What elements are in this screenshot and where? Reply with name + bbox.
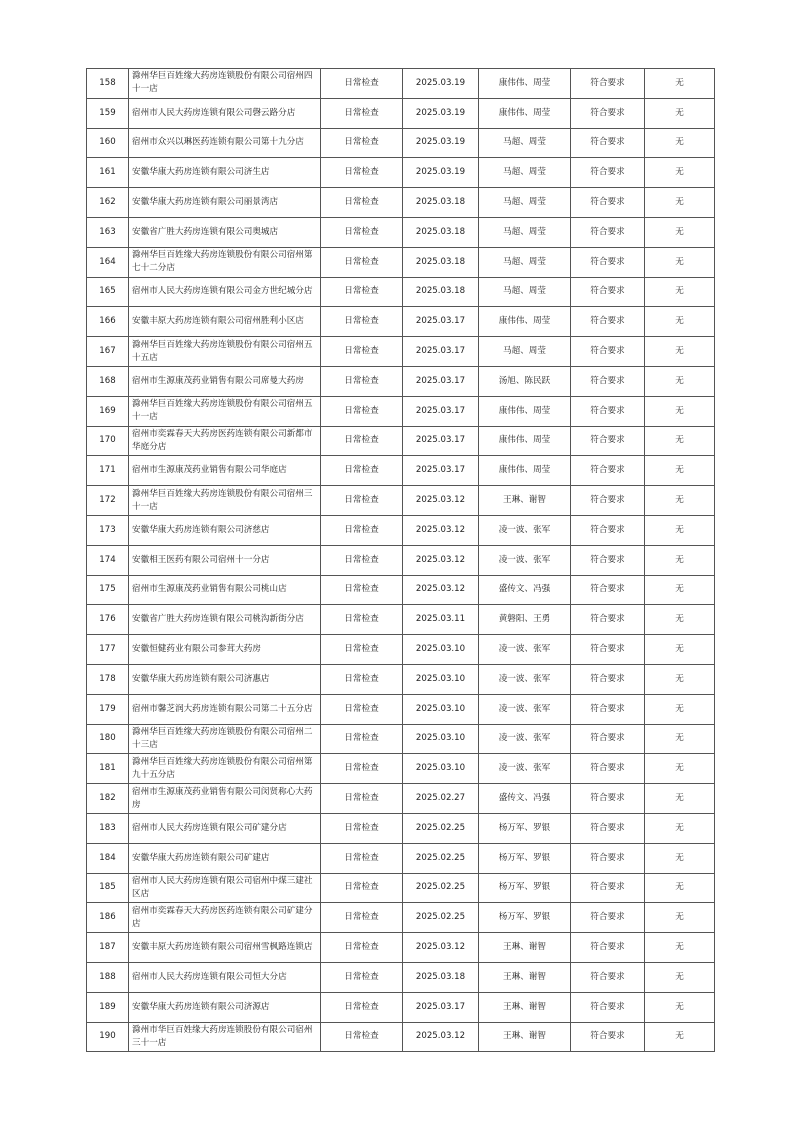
result-cell: 符合要求	[571, 158, 645, 188]
inspectors-cell: 凌一波、张军	[479, 515, 571, 545]
table-row	[87, 813, 715, 843]
table-row	[87, 784, 715, 814]
inspection-date-cell: 2025.03.18	[403, 962, 479, 992]
inspection-date-cell: 2025.02.25	[403, 843, 479, 873]
table-row	[87, 635, 715, 665]
store-name-cell: 宿州市生源康茂药业销售有限公司桃山店	[129, 575, 321, 605]
inspection-table-body	[87, 69, 715, 1052]
issues-cell: 无	[645, 158, 715, 188]
issues-cell: 无	[645, 694, 715, 724]
inspection-type-cell: 日常检查	[321, 158, 403, 188]
inspection-date-cell: 2025.03.12	[403, 486, 479, 516]
inspection-date-cell: 2025.03.17	[403, 456, 479, 486]
row-number-cell: 183	[87, 813, 129, 843]
store-name-cell: 安徽华康大药房连锁有限公司济惠店	[129, 664, 321, 694]
table-row	[87, 873, 715, 903]
inspectors-cell: 凌一波、张军	[479, 754, 571, 784]
inspection-date-cell: 2025.03.17	[403, 337, 479, 367]
store-name-cell: 安徽丰原大药房连锁有限公司宿州胜利小区店	[129, 307, 321, 337]
issues-cell: 无	[645, 396, 715, 426]
row-number-cell: 174	[87, 545, 129, 575]
store-name-cell: 宿州市人民大药房连锁有限公司磬云路分店	[129, 98, 321, 128]
row-number-cell: 190	[87, 1022, 129, 1052]
issues-cell: 无	[645, 98, 715, 128]
inspection-type-cell: 日常检查	[321, 635, 403, 665]
inspection-type-cell: 日常检查	[321, 128, 403, 158]
issues-cell: 无	[645, 962, 715, 992]
row-number-cell: 175	[87, 575, 129, 605]
table-row	[87, 903, 715, 933]
result-cell: 符合要求	[571, 396, 645, 426]
inspection-type-cell: 日常检查	[321, 575, 403, 605]
store-name-cell: 宿州市生源康茂药业销售有限公司闵贤称心大药房	[129, 784, 321, 814]
inspection-type-cell: 日常检查	[321, 366, 403, 396]
inspection-type-cell: 日常检查	[321, 903, 403, 933]
issues-cell: 无	[645, 277, 715, 307]
issues-cell: 无	[645, 217, 715, 247]
inspection-type-cell: 日常检查	[321, 724, 403, 754]
issues-cell: 无	[645, 813, 715, 843]
inspection-type-cell: 日常检查	[321, 813, 403, 843]
inspection-date-cell: 2025.03.10	[403, 694, 479, 724]
inspectors-cell: 凌一波、张军	[479, 694, 571, 724]
row-number-cell: 187	[87, 933, 129, 963]
inspection-type-cell: 日常检查	[321, 98, 403, 128]
issues-cell: 无	[645, 933, 715, 963]
result-cell: 符合要求	[571, 337, 645, 367]
table-row	[87, 1022, 715, 1052]
inspection-type-cell: 日常检查	[321, 694, 403, 724]
inspectors-cell: 马超、周莹	[479, 128, 571, 158]
issues-cell: 无	[645, 635, 715, 665]
issues-cell: 无	[645, 515, 715, 545]
result-cell: 符合要求	[571, 605, 645, 635]
inspectors-cell: 王琳、谢智	[479, 992, 571, 1022]
table-row	[87, 486, 715, 516]
result-cell: 符合要求	[571, 813, 645, 843]
row-number-cell: 185	[87, 873, 129, 903]
table-row	[87, 307, 715, 337]
result-cell: 符合要求	[571, 933, 645, 963]
store-name-cell: 安徽华康大药房连锁有限公司济源店	[129, 992, 321, 1022]
inspection-type-cell: 日常检查	[321, 784, 403, 814]
result-cell: 符合要求	[571, 98, 645, 128]
result-cell: 符合要求	[571, 128, 645, 158]
table-row	[87, 426, 715, 456]
issues-cell: 无	[645, 873, 715, 903]
row-number-cell: 167	[87, 337, 129, 367]
inspection-type-cell: 日常检查	[321, 992, 403, 1022]
issues-cell: 无	[645, 605, 715, 635]
inspectors-cell: 杨万军、罗银	[479, 813, 571, 843]
table-row	[87, 545, 715, 575]
row-number-cell: 168	[87, 366, 129, 396]
inspectors-cell: 汤旭、陈民跃	[479, 366, 571, 396]
inspectors-cell: 王琳、谢智	[479, 962, 571, 992]
table-row	[87, 664, 715, 694]
result-cell: 符合要求	[571, 724, 645, 754]
table-row	[87, 277, 715, 307]
row-number-cell: 160	[87, 128, 129, 158]
inspection-type-cell: 日常检查	[321, 664, 403, 694]
inspection-type-cell: 日常检查	[321, 515, 403, 545]
inspection-date-cell: 2025.02.25	[403, 873, 479, 903]
row-number-cell: 164	[87, 247, 129, 277]
inspection-type-cell: 日常检查	[321, 933, 403, 963]
inspection-date-cell: 2025.03.12	[403, 515, 479, 545]
table-row	[87, 724, 715, 754]
inspectors-cell: 凌一波、张军	[479, 635, 571, 665]
result-cell: 符合要求	[571, 962, 645, 992]
issues-cell: 无	[645, 307, 715, 337]
inspection-type-cell: 日常检查	[321, 605, 403, 635]
store-name-cell: 安徽华康大药房连锁有限公司丽景湾店	[129, 188, 321, 218]
table-row	[87, 992, 715, 1022]
issues-cell: 无	[645, 188, 715, 218]
inspection-type-cell: 日常检查	[321, 486, 403, 516]
table-row	[87, 188, 715, 218]
inspection-date-cell: 2025.02.27	[403, 784, 479, 814]
inspection-type-cell: 日常检查	[321, 337, 403, 367]
inspectors-cell: 盛传文、冯强	[479, 575, 571, 605]
inspection-date-cell: 2025.03.11	[403, 605, 479, 635]
store-name-cell: 宿州市众兴以琳医药连锁有限公司第十九分店	[129, 128, 321, 158]
result-cell: 符合要求	[571, 277, 645, 307]
table-row	[87, 754, 715, 784]
inspectors-cell: 康伟伟、周莹	[479, 69, 571, 99]
inspection-date-cell: 2025.02.25	[403, 813, 479, 843]
result-cell: 符合要求	[571, 1022, 645, 1052]
inspectors-cell: 王琳、谢智	[479, 1022, 571, 1052]
store-name-cell: 宿州市生源康茂药业销售有限公司华庭店	[129, 456, 321, 486]
table-row	[87, 396, 715, 426]
inspection-type-cell: 日常检查	[321, 426, 403, 456]
inspection-date-cell: 2025.03.12	[403, 1022, 479, 1052]
table-row	[87, 694, 715, 724]
inspectors-cell: 马超、周莹	[479, 188, 571, 218]
result-cell: 符合要求	[571, 903, 645, 933]
store-name-cell: 安徽华康大药房连锁有限公司济生店	[129, 158, 321, 188]
result-cell: 符合要求	[571, 515, 645, 545]
row-number-cell: 165	[87, 277, 129, 307]
row-number-cell: 166	[87, 307, 129, 337]
store-name-cell: 宿州市奕霖春天大药房医药连锁有限公司矿建分店	[129, 903, 321, 933]
inspection-date-cell: 2025.03.12	[403, 545, 479, 575]
table-row	[87, 366, 715, 396]
inspection-date-cell: 2025.03.10	[403, 754, 479, 784]
row-number-cell: 163	[87, 217, 129, 247]
inspection-type-cell: 日常检查	[321, 69, 403, 99]
inspectors-cell: 盛传文、冯强	[479, 784, 571, 814]
issues-cell: 无	[645, 992, 715, 1022]
inspection-type-cell: 日常检查	[321, 456, 403, 486]
inspectors-cell: 王琳、谢智	[479, 933, 571, 963]
store-name-cell: 宿州市人民大药房连锁有限公司矿建分店	[129, 813, 321, 843]
inspectors-cell: 马超、周莹	[479, 247, 571, 277]
inspection-type-cell: 日常检查	[321, 843, 403, 873]
row-number-cell: 162	[87, 188, 129, 218]
inspection-date-cell: 2025.03.18	[403, 277, 479, 307]
issues-cell: 无	[645, 69, 715, 99]
inspection-type-cell: 日常检查	[321, 307, 403, 337]
table-row	[87, 575, 715, 605]
inspectors-cell: 马超、周莹	[479, 337, 571, 367]
store-name-cell: 滁州华巨百姓缘大药房连锁股份有限公司宿州第九十五分店	[129, 754, 321, 784]
inspection-type-cell: 日常检查	[321, 545, 403, 575]
store-name-cell: 滁州华巨百姓缘大药房连锁股份有限公司宿州四十一店	[129, 69, 321, 99]
inspectors-cell: 王琳、谢智	[479, 486, 571, 516]
table-row	[87, 128, 715, 158]
store-name-cell: 宿州市人民大药房连锁有限公司宿州中煤三建社区店	[129, 873, 321, 903]
row-number-cell: 177	[87, 635, 129, 665]
inspection-date-cell: 2025.03.17	[403, 992, 479, 1022]
table-row	[87, 962, 715, 992]
row-number-cell: 159	[87, 98, 129, 128]
table-row	[87, 337, 715, 367]
table-row	[87, 69, 715, 99]
store-name-cell: 滁州市华巨百姓缘大药房连锁股份有限公司宿州三十一店	[129, 1022, 321, 1052]
store-name-cell: 滁州华巨百姓缘大药房连锁股份有限公司宿州五十一店	[129, 396, 321, 426]
result-cell: 符合要求	[571, 694, 645, 724]
row-number-cell: 188	[87, 962, 129, 992]
row-number-cell: 173	[87, 515, 129, 545]
issues-cell: 无	[645, 784, 715, 814]
inspection-type-cell: 日常检查	[321, 396, 403, 426]
store-name-cell: 安徽恒健药业有限公司参茸大药房	[129, 635, 321, 665]
issues-cell: 无	[645, 366, 715, 396]
store-name-cell: 滁州华巨百姓缘大药房连锁股份有限公司宿州二十三店	[129, 724, 321, 754]
row-number-cell: 179	[87, 694, 129, 724]
row-number-cell: 158	[87, 69, 129, 99]
row-number-cell: 186	[87, 903, 129, 933]
result-cell: 符合要求	[571, 635, 645, 665]
store-name-cell: 安徽华康大药房连锁有限公司济慈店	[129, 515, 321, 545]
inspection-date-cell: 2025.03.17	[403, 426, 479, 456]
result-cell: 符合要求	[571, 307, 645, 337]
store-name-cell: 宿州市人民大药房连锁有限公司恒大分店	[129, 962, 321, 992]
inspection-type-cell: 日常检查	[321, 247, 403, 277]
result-cell: 符合要求	[571, 456, 645, 486]
inspection-date-cell: 2025.03.10	[403, 635, 479, 665]
inspection-type-cell: 日常检查	[321, 217, 403, 247]
result-cell: 符合要求	[571, 217, 645, 247]
row-number-cell: 181	[87, 754, 129, 784]
row-number-cell: 184	[87, 843, 129, 873]
row-number-cell: 178	[87, 664, 129, 694]
inspection-date-cell: 2025.03.17	[403, 307, 479, 337]
store-name-cell: 宿州市馨芝润大药房连锁有限公司第二十五分店	[129, 694, 321, 724]
store-name-cell: 安徽丰原大药房连锁有限公司宿州雪枫路连锁店	[129, 933, 321, 963]
issues-cell: 无	[645, 128, 715, 158]
row-number-cell: 170	[87, 426, 129, 456]
result-cell: 符合要求	[571, 486, 645, 516]
result-cell: 符合要求	[571, 873, 645, 903]
inspectors-cell: 马超、周莹	[479, 217, 571, 247]
result-cell: 符合要求	[571, 247, 645, 277]
row-number-cell: 180	[87, 724, 129, 754]
result-cell: 符合要求	[571, 69, 645, 99]
issues-cell: 无	[645, 843, 715, 873]
inspection-date-cell: 2025.03.19	[403, 69, 479, 99]
store-name-cell: 安徽省广胜大药房连锁有限公司桃沟新街分店	[129, 605, 321, 635]
inspectors-cell: 杨万军、罗银	[479, 843, 571, 873]
inspection-date-cell: 2025.03.12	[403, 575, 479, 605]
row-number-cell: 169	[87, 396, 129, 426]
result-cell: 符合要求	[571, 754, 645, 784]
inspection-date-cell: 2025.03.10	[403, 664, 479, 694]
inspection-type-cell: 日常检查	[321, 962, 403, 992]
result-cell: 符合要求	[571, 366, 645, 396]
inspection-date-cell: 2025.03.18	[403, 188, 479, 218]
issues-cell: 无	[645, 456, 715, 486]
table-row	[87, 98, 715, 128]
row-number-cell: 171	[87, 456, 129, 486]
inspection-type-cell: 日常检查	[321, 277, 403, 307]
issues-cell: 无	[645, 754, 715, 784]
inspectors-cell: 凌一波、张军	[479, 664, 571, 694]
store-name-cell: 宿州市奕霖春天大药房医药连锁有限公司新都市华庭分店	[129, 426, 321, 456]
inspection-date-cell: 2025.02.25	[403, 903, 479, 933]
issues-cell: 无	[645, 724, 715, 754]
issues-cell: 无	[645, 545, 715, 575]
inspection-date-cell: 2025.03.19	[403, 98, 479, 128]
inspectors-cell: 凌一波、张军	[479, 724, 571, 754]
store-name-cell: 宿州市人民大药房连锁有限公司金方世纪城分店	[129, 277, 321, 307]
row-number-cell: 189	[87, 992, 129, 1022]
store-name-cell: 安徽相王医药有限公司宿州十一分店	[129, 545, 321, 575]
table-row	[87, 515, 715, 545]
inspection-table	[86, 68, 715, 1052]
inspection-date-cell: 2025.03.19	[403, 128, 479, 158]
store-name-cell: 滁州华巨百姓缘大药房连锁股份有限公司宿州三十一店	[129, 486, 321, 516]
inspectors-cell: 杨万军、罗银	[479, 903, 571, 933]
inspection-date-cell: 2025.03.18	[403, 247, 479, 277]
issues-cell: 无	[645, 1022, 715, 1052]
issues-cell: 无	[645, 426, 715, 456]
inspection-date-cell: 2025.03.18	[403, 217, 479, 247]
inspection-date-cell: 2025.03.17	[403, 366, 479, 396]
inspectors-cell: 康伟伟、周莹	[479, 307, 571, 337]
inspection-type-cell: 日常检查	[321, 1022, 403, 1052]
inspection-date-cell: 2025.03.12	[403, 933, 479, 963]
store-name-cell: 滁州华巨百姓缘大药房连锁股份有限公司宿州五十五店	[129, 337, 321, 367]
issues-cell: 无	[645, 903, 715, 933]
inspection-date-cell: 2025.03.10	[403, 724, 479, 754]
inspectors-cell: 马超、周莹	[479, 158, 571, 188]
inspection-type-cell: 日常检查	[321, 873, 403, 903]
store-name-cell: 安徽省广胜大药房连锁有限公司奥城店	[129, 217, 321, 247]
result-cell: 符合要求	[571, 843, 645, 873]
result-cell: 符合要求	[571, 188, 645, 218]
row-number-cell: 172	[87, 486, 129, 516]
inspectors-cell: 康伟伟、周莹	[479, 456, 571, 486]
row-number-cell: 182	[87, 784, 129, 814]
issues-cell: 无	[645, 337, 715, 367]
inspectors-cell: 杨万军、罗银	[479, 873, 571, 903]
row-number-cell: 176	[87, 605, 129, 635]
issues-cell: 无	[645, 664, 715, 694]
table-row	[87, 158, 715, 188]
result-cell: 符合要求	[571, 664, 645, 694]
row-number-cell: 161	[87, 158, 129, 188]
inspectors-cell: 康伟伟、周莹	[479, 396, 571, 426]
issues-cell: 无	[645, 575, 715, 605]
table-row	[87, 456, 715, 486]
result-cell: 符合要求	[571, 784, 645, 814]
inspectors-cell: 马超、周莹	[479, 277, 571, 307]
store-name-cell: 宿州市生源康茂药业销售有限公司席曼大药房	[129, 366, 321, 396]
result-cell: 符合要求	[571, 575, 645, 605]
table-row	[87, 247, 715, 277]
inspectors-cell: 凌一波、张军	[479, 545, 571, 575]
table-row	[87, 843, 715, 873]
inspectors-cell: 康伟伟、周莹	[479, 98, 571, 128]
store-name-cell: 滁州华巨百姓缘大药房连锁股份有限公司宿州第七十二分店	[129, 247, 321, 277]
issues-cell: 无	[645, 486, 715, 516]
inspection-type-cell: 日常检查	[321, 754, 403, 784]
inspection-date-cell: 2025.03.17	[403, 396, 479, 426]
result-cell: 符合要求	[571, 992, 645, 1022]
result-cell: 符合要求	[571, 545, 645, 575]
inspection-type-cell: 日常检查	[321, 188, 403, 218]
table-row	[87, 217, 715, 247]
inspectors-cell: 黄磐阳、王勇	[479, 605, 571, 635]
table-row	[87, 933, 715, 963]
table-row	[87, 605, 715, 635]
inspectors-cell: 康伟伟、周莹	[479, 426, 571, 456]
inspection-date-cell: 2025.03.19	[403, 158, 479, 188]
issues-cell: 无	[645, 247, 715, 277]
store-name-cell: 安徽华康大药房连锁有限公司矿建店	[129, 843, 321, 873]
result-cell: 符合要求	[571, 426, 645, 456]
